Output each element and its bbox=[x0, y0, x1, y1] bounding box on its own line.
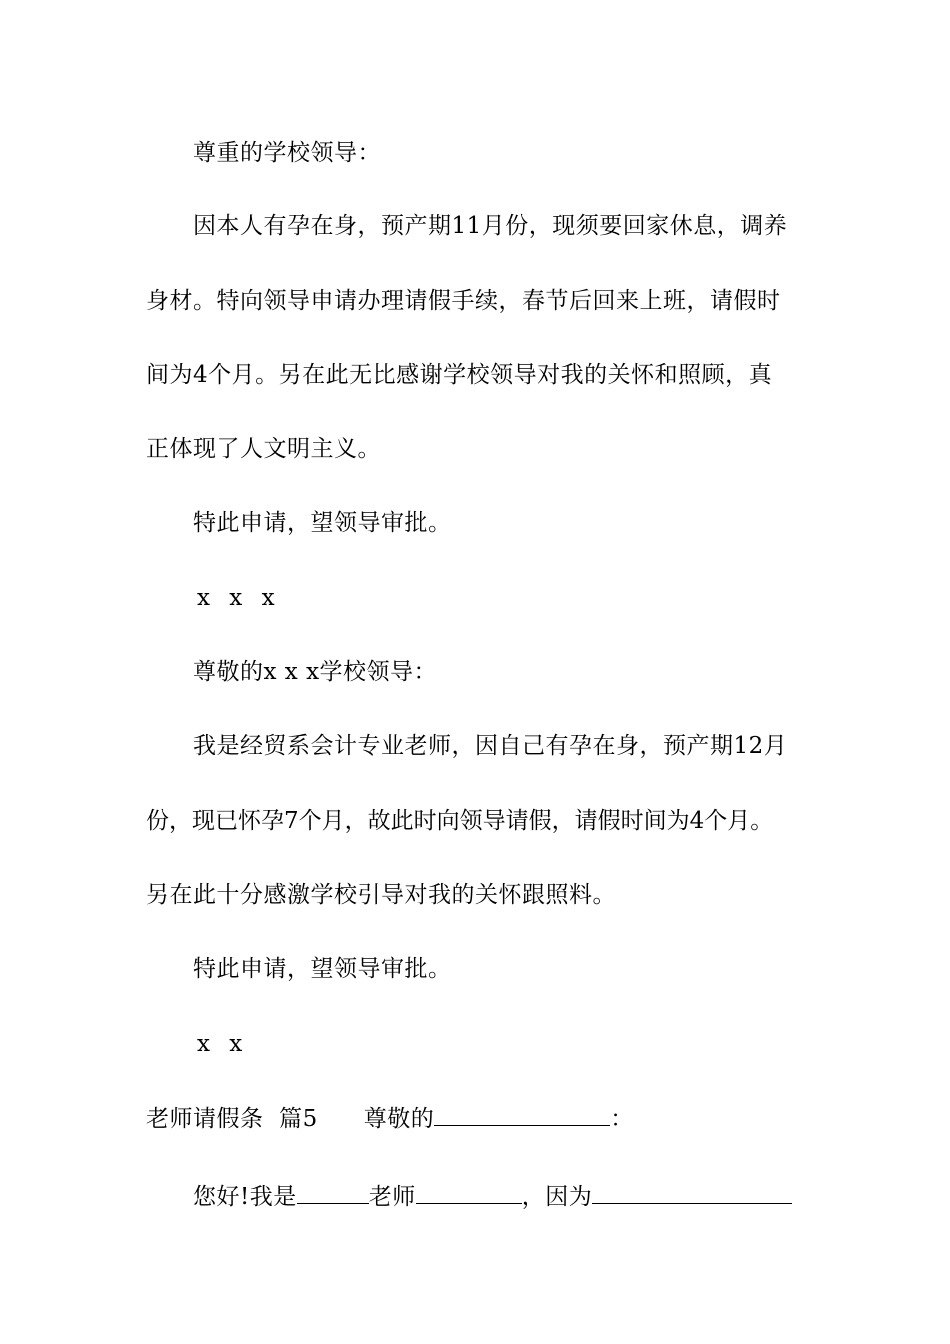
letter2-salutation: 尊敬的x x x学校领导： bbox=[193, 659, 438, 685]
recipient-blank[interactable] bbox=[434, 1103, 610, 1126]
letter3-body-part2: 老师 bbox=[368, 1184, 416, 1210]
letter3-body-part3: ，因为 bbox=[521, 1184, 593, 1210]
letter1-signature: x x x bbox=[197, 585, 281, 611]
letter3-salutation-suffix: ： bbox=[610, 1106, 634, 1132]
letter3-heading-row bbox=[146, 1103, 634, 1134]
name-blank[interactable] bbox=[297, 1181, 369, 1204]
letter1-body-line3: 间为4个月。另在此无比感谢学校领导对我的关怀和照顾，真 bbox=[146, 362, 773, 388]
letter1-salutation: 尊重的学校领导： bbox=[193, 140, 381, 166]
letter1-body-line1: 因本人有孕在身，预产期11月份，现须要回家休息，调养 bbox=[193, 213, 788, 239]
letter1-body-line4: 正体现了人文明主义。 bbox=[146, 436, 381, 462]
letter3-heading: 老师请假条 篇5 bbox=[146, 1106, 318, 1132]
letter2-closing: 特此申请，望领导审批。 bbox=[193, 956, 452, 982]
letter2-body-line1: 我是经贸系会计专业老师，因自己有孕在身，预产期12月 bbox=[193, 733, 788, 759]
teacher-detail-blank[interactable] bbox=[416, 1181, 522, 1204]
letter1-closing: 特此申请，望领导审批。 bbox=[193, 510, 452, 536]
reason-blank[interactable] bbox=[592, 1181, 792, 1204]
letter2-body-line3: 另在此十分感激学校引导对我的关怀跟照料。 bbox=[146, 882, 616, 908]
letter3-body-part1: 您好!我是 bbox=[193, 1184, 297, 1210]
letter3-salutation-prefix: 尊敬的 bbox=[363, 1106, 435, 1132]
letter2-body-line2: 份，现已怀孕7个月，故此时向领导请假，请假时间为4个月。 bbox=[146, 808, 774, 834]
letter1-body-line2: 身材。特向领导申请办理请假手续，春节后回来上班，请假时 bbox=[146, 288, 781, 314]
letter2-signature: x x bbox=[197, 1031, 249, 1057]
letter3-body-row bbox=[193, 1181, 792, 1212]
